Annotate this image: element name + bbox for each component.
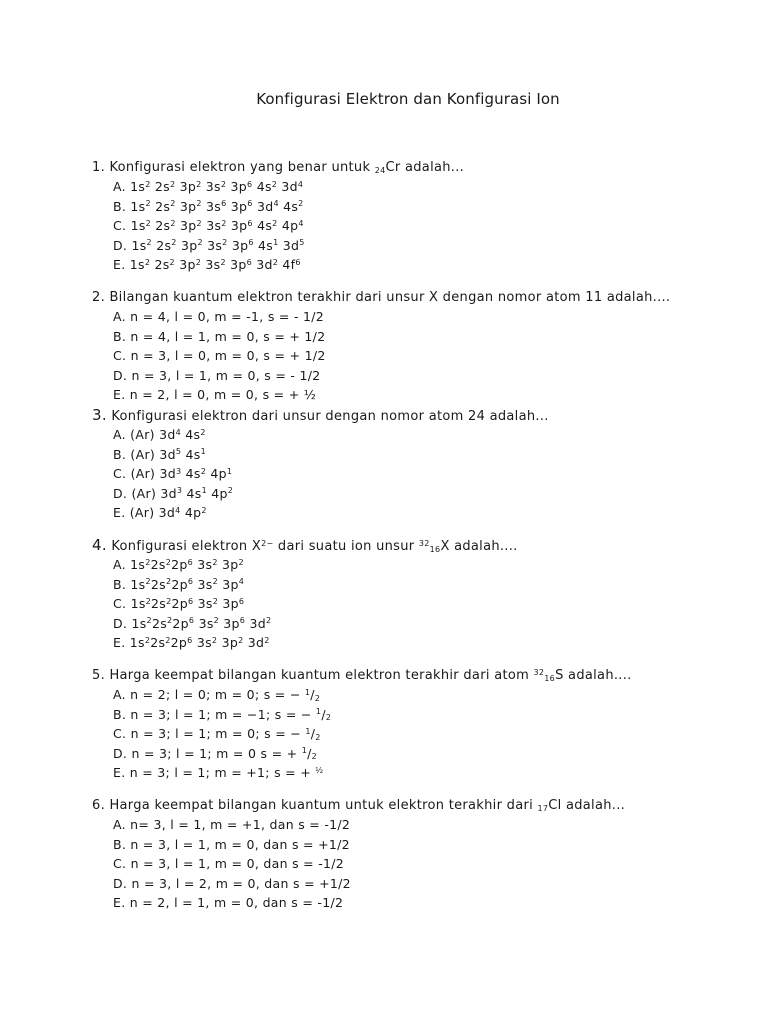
answer-option: B. $1s^2$ $2s^2$ $3p^2$ $3s^6$ $3p^6$ $3d^4$ $4s^2$ xyxy=(113,198,304,214)
question-1 xyxy=(92,158,752,275)
answer-option: D. n = 3; l = 1; m = 0 s = + $^1/_2$ xyxy=(113,745,317,762)
question-number: 3. xyxy=(92,406,107,424)
question-text: Harga keempat bilangan kuantum elektron terakhir dari atom $^{32}_{16}$S adalah.... xyxy=(105,667,632,683)
answer-option: B. n = 3, l = 1, m = 0, dan s = +1/2 xyxy=(113,836,350,852)
answer-options xyxy=(113,177,752,275)
question-stem xyxy=(92,666,752,685)
answer-option: D. $1s^22s^22p^6$ $3s^2$ $3p^6$ $3d^2$ xyxy=(113,615,272,631)
answer-options xyxy=(113,555,752,653)
question-number: 6. xyxy=(92,798,106,813)
answer-option: B. $1s^22s^22p^6$ $3s^2$ $3p^4$ xyxy=(113,576,245,592)
answer-option: E. $1s^2$ $2s^2$ $3p^2$ $3s^2$ $3p^6$ $3d^2$ $4f^6$ xyxy=(113,257,301,272)
answer-option: C. n = 3; l = 1; m = 0; s = − $^1/_2$ xyxy=(113,726,321,742)
question-5 xyxy=(92,666,752,783)
question-stem xyxy=(92,288,752,307)
question-4 xyxy=(92,536,752,653)
answer-option: C. $1s^22s^22p^6$ $3s^2$ $3p^6$ xyxy=(113,596,245,611)
answer-option: C. n = 3, l = 1, m = 0, dan s = -1/2 xyxy=(113,856,345,871)
question-2 xyxy=(92,288,752,405)
question-3 xyxy=(92,406,752,523)
question-stem xyxy=(92,536,752,555)
answer-option: B. (Ar) $3d^5$ $4s^1$ xyxy=(113,446,206,462)
answer-option: C. n = 3, l = 0, m = 0, s = + 1/2 xyxy=(113,348,326,363)
answer-option: A. n = 2; l = 0; m = 0; s = − $^1/_2$ xyxy=(113,687,321,703)
answer-option: E. n = 3; l = 1; m = +1; s = + $^{\frac{1}{2}}$ xyxy=(113,765,324,780)
answer-options xyxy=(113,307,752,405)
answer-option: B. n = 3; l = 1; m = −1; s = − $^1/_2$ xyxy=(113,706,332,723)
question-stem xyxy=(92,406,752,425)
answer-option: A. (Ar) $3d^4$ $4s^2$ xyxy=(113,427,206,442)
question-text: Konfigurasi elektron dari unsur dengan nomor atom 24 adalah... xyxy=(106,409,549,424)
answer-option: C. (Ar) $3d^3$ $4s^2$ $4p^1$ xyxy=(113,466,233,481)
question-stem xyxy=(92,796,752,815)
answer-option: A. $1s^22s^22p^6$ $3s^2$ $3p^2$ xyxy=(113,557,244,572)
question-number: 2. xyxy=(92,290,106,305)
answer-option: E. (Ar) $3d^4$ $4p^2$ xyxy=(113,505,207,520)
question-text: Konfigurasi elektron yang benar untuk $_{24}$Cr adalah... xyxy=(105,160,465,175)
question-text: Konfigurasi elektron $X^{2-}$ dari suatu ion unsur $^{32}_{16}$X adalah.... xyxy=(106,538,518,554)
answer-option: D. n = 3, l = 1, m = 0, s = - 1/2 xyxy=(113,367,321,383)
answer-option: D. (Ar) $3d^3$ $4s^1$ $4p^2$ xyxy=(113,485,234,501)
question-stem xyxy=(92,158,752,177)
answer-option: A. $1s^2$ $2s^2$ $3p^2$ $3s^2$ $3p^6$ $4s^2$ $3d^4$ xyxy=(113,179,304,194)
question-number: 1. xyxy=(92,160,106,175)
question-6 xyxy=(92,796,752,913)
answer-option: A. n= 3, l = 1, m = +1, dan s = -1/2 xyxy=(113,817,351,832)
answer-options xyxy=(113,815,752,913)
question-number: 4. xyxy=(92,536,107,554)
answer-options xyxy=(113,425,752,523)
answer-option: E. n = 2, l = 0, m = 0, s = + ½ xyxy=(113,387,317,402)
answer-option: A. n = 4, l = 0, m = -1, s = - 1/2 xyxy=(113,309,325,324)
answer-option: C. $1s^2$ $2s^2$ $3p^2$ $3s^2$ $3p^6$ $4s^2$ $4p^4$ xyxy=(113,218,304,233)
answer-option: D. $1s^2$ $2s^2$ $3p^2$ $3s^2$ $3p^6$ $4s^1$ $3d^5$ xyxy=(113,237,305,253)
question-text: Harga keempat bilangan kuantum untuk elektron terakhir dari $_{17}$Cl adalah... xyxy=(105,798,626,813)
answer-option: E. $1s^22s^22p^6$ $3s^2$ $3p^2$ $3d^2$ xyxy=(113,635,270,650)
answer-option: E. n = 2, l = 1, m = 0, dan s = -1/2 xyxy=(113,895,344,910)
page-title: Konfigurasi Elektron dan Konfigurasi Ion xyxy=(256,90,560,108)
answer-options xyxy=(113,685,752,783)
answer-option: B. n = 4, l = 1, m = 0, s = + 1/2 xyxy=(113,328,326,344)
question-text: Bilangan kuantum elektron terakhir dari unsur X dengan nomor atom 11 adalah.... xyxy=(105,290,671,305)
answer-option: D. n = 3, l = 2, m = 0, dan s = +1/2 xyxy=(113,875,351,891)
question-number: 5. xyxy=(92,668,106,683)
